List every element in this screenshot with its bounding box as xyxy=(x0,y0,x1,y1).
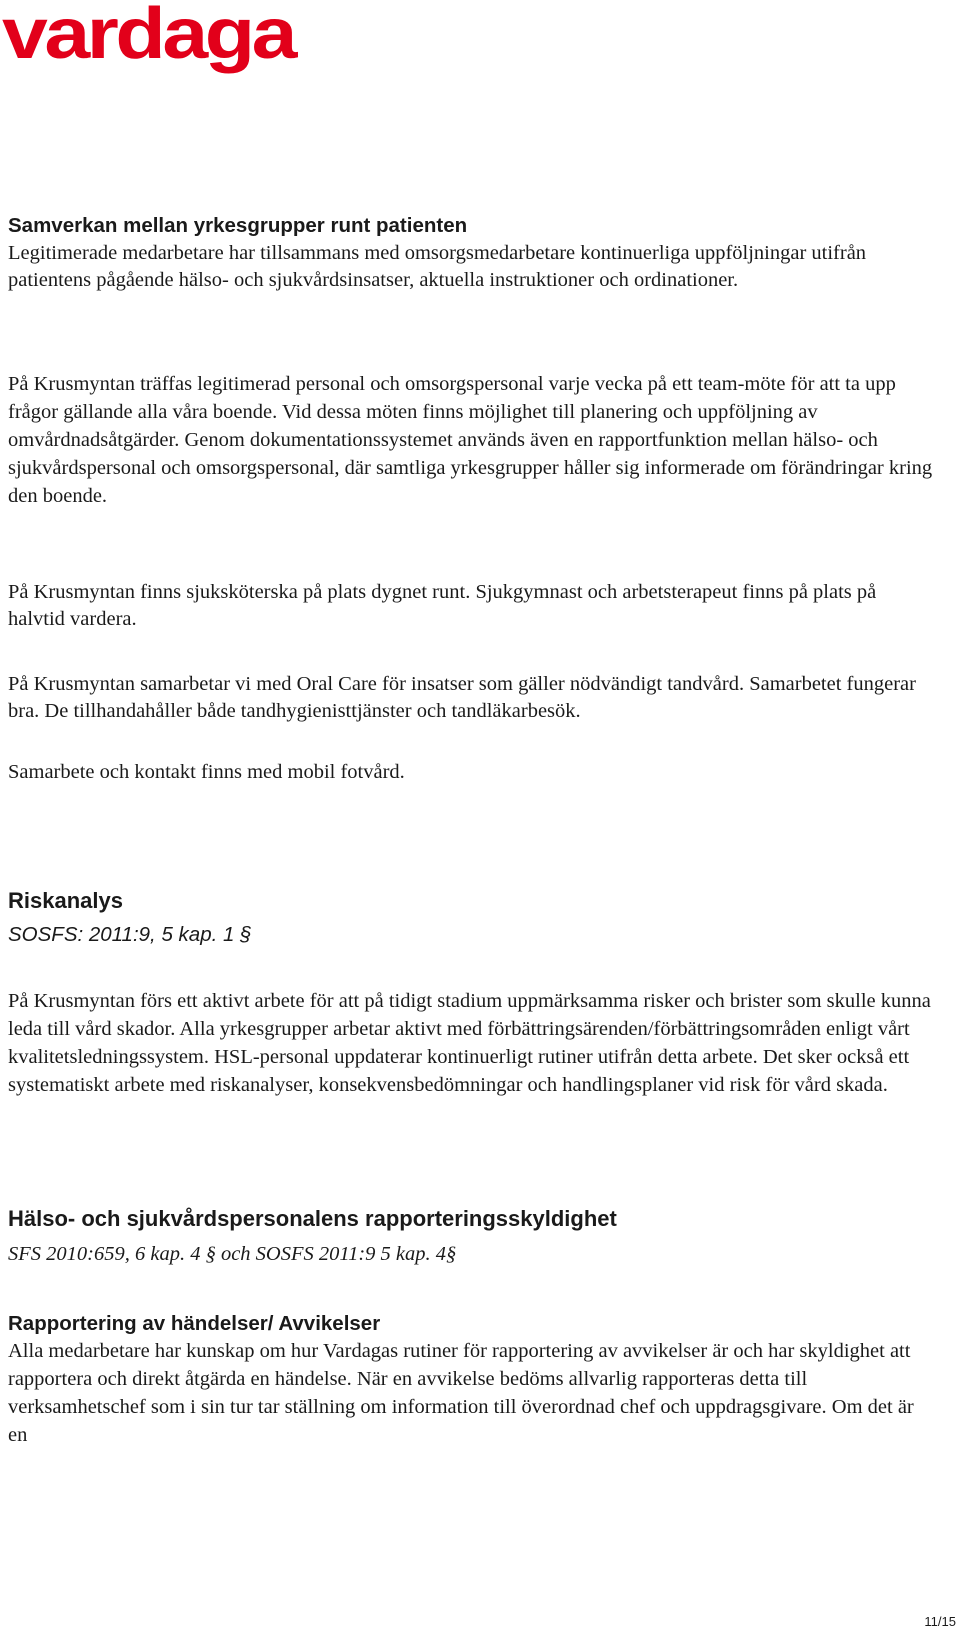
svg-text:vardaga: vardaga xyxy=(2,0,299,74)
reference-riskanalys: SOSFS: 2011:9, 5 kap. 1 § xyxy=(8,923,252,946)
section-heading-rapporteringsskyldighet: Hälso- och sjukvårdspersonalens rapporteringsskyldighet xyxy=(8,1206,617,1231)
paragraph-oral-care: På Krusmyntan samarbetar vi med Oral Care för insatser som gäller nödvändigt tandvård. Samarbetet fungerar bra. De tillhandahåller både tandhygienisttjänster och tandläkarbesök. xyxy=(8,673,916,722)
paragraph-intro: Legitimerade medarbetare har tillsammans med omsorgsmedarbetare kontinuerliga uppföljningar utifrån patientens pågående hälso- och sjukvårdsinsatser, aktuella instruktioner och ordinationer. xyxy=(8,242,867,291)
paragraph-sjukskoterska: På Krusmyntan finns sjuksköterska på plats dygnet runt. Sjukgymnast och arbetsterapeut finns på plats på halvtid vardera. xyxy=(8,581,877,630)
section-heading-avvikelser: Rapportering av händelser/ Avvikelser xyxy=(8,1312,381,1335)
paragraph-avvikelser: Alla medarbetare har kunskap om hur Vardagas rutiner för rapportering av avvikelser är och har skyldighet att rapportera och direkt åtgärda en händelse. När en avvikelse bedöms allvarlig rapporteras detta till verksamhetschef som i sin tur tar ställning om information till överordnad chef och uppdragsgivare. Om det är en xyxy=(8,1340,914,1446)
paragraph-team-mote: På Krusmyntan träffas legitimerad personal och omsorgspersonal varje vecka på ett team-möte för att ta upp frågor gällande alla våra boende. Vid dessa möten finns möjlighet till planering och uppföljning av omvårdnadsåtgärder. Genom dokumentationssystemet används även en rapportfunktion mellan hälso- och sjukvårdspersonal och omsorgspersonal, där samtliga yrkesgrupper håller sig informerade om förändringar kring den boende. xyxy=(8,373,933,507)
reference-rapporteringsskyldighet: SFS 2010:659, 6 kap. 4 § och SOSFS 2011:9 5 kap. 4§ xyxy=(8,1243,457,1265)
page-number: 11/15 xyxy=(924,1614,956,1629)
section-heading-riskanalys: Riskanalys xyxy=(8,888,123,913)
paragraph-fotvard: Samarbete och kontakt finns med mobil fotvård. xyxy=(8,761,405,783)
vardaga-logo xyxy=(2,0,302,88)
section-heading-samverkan: Samverkan mellan yrkesgrupper runt patienten xyxy=(8,214,468,237)
paragraph-riskanalys: På Krusmyntan förs ett aktivt arbete för att på tidigt stadium uppmärksamma risker och brister som skulle kunna leda till vård skador. Alla yrkesgrupper arbetar aktivt med förbättringsärenden/förbättringsområden enligt vårt kvalitetsledningssystem. HSL-personal uppdaterar kontinuerligt rutiner utifrån detta arbete. Det sker också ett systematiskt arbete med riskanalyser, konsekvensbedömningar och handlingsplaner vid risk för vård skada. xyxy=(8,990,931,1096)
